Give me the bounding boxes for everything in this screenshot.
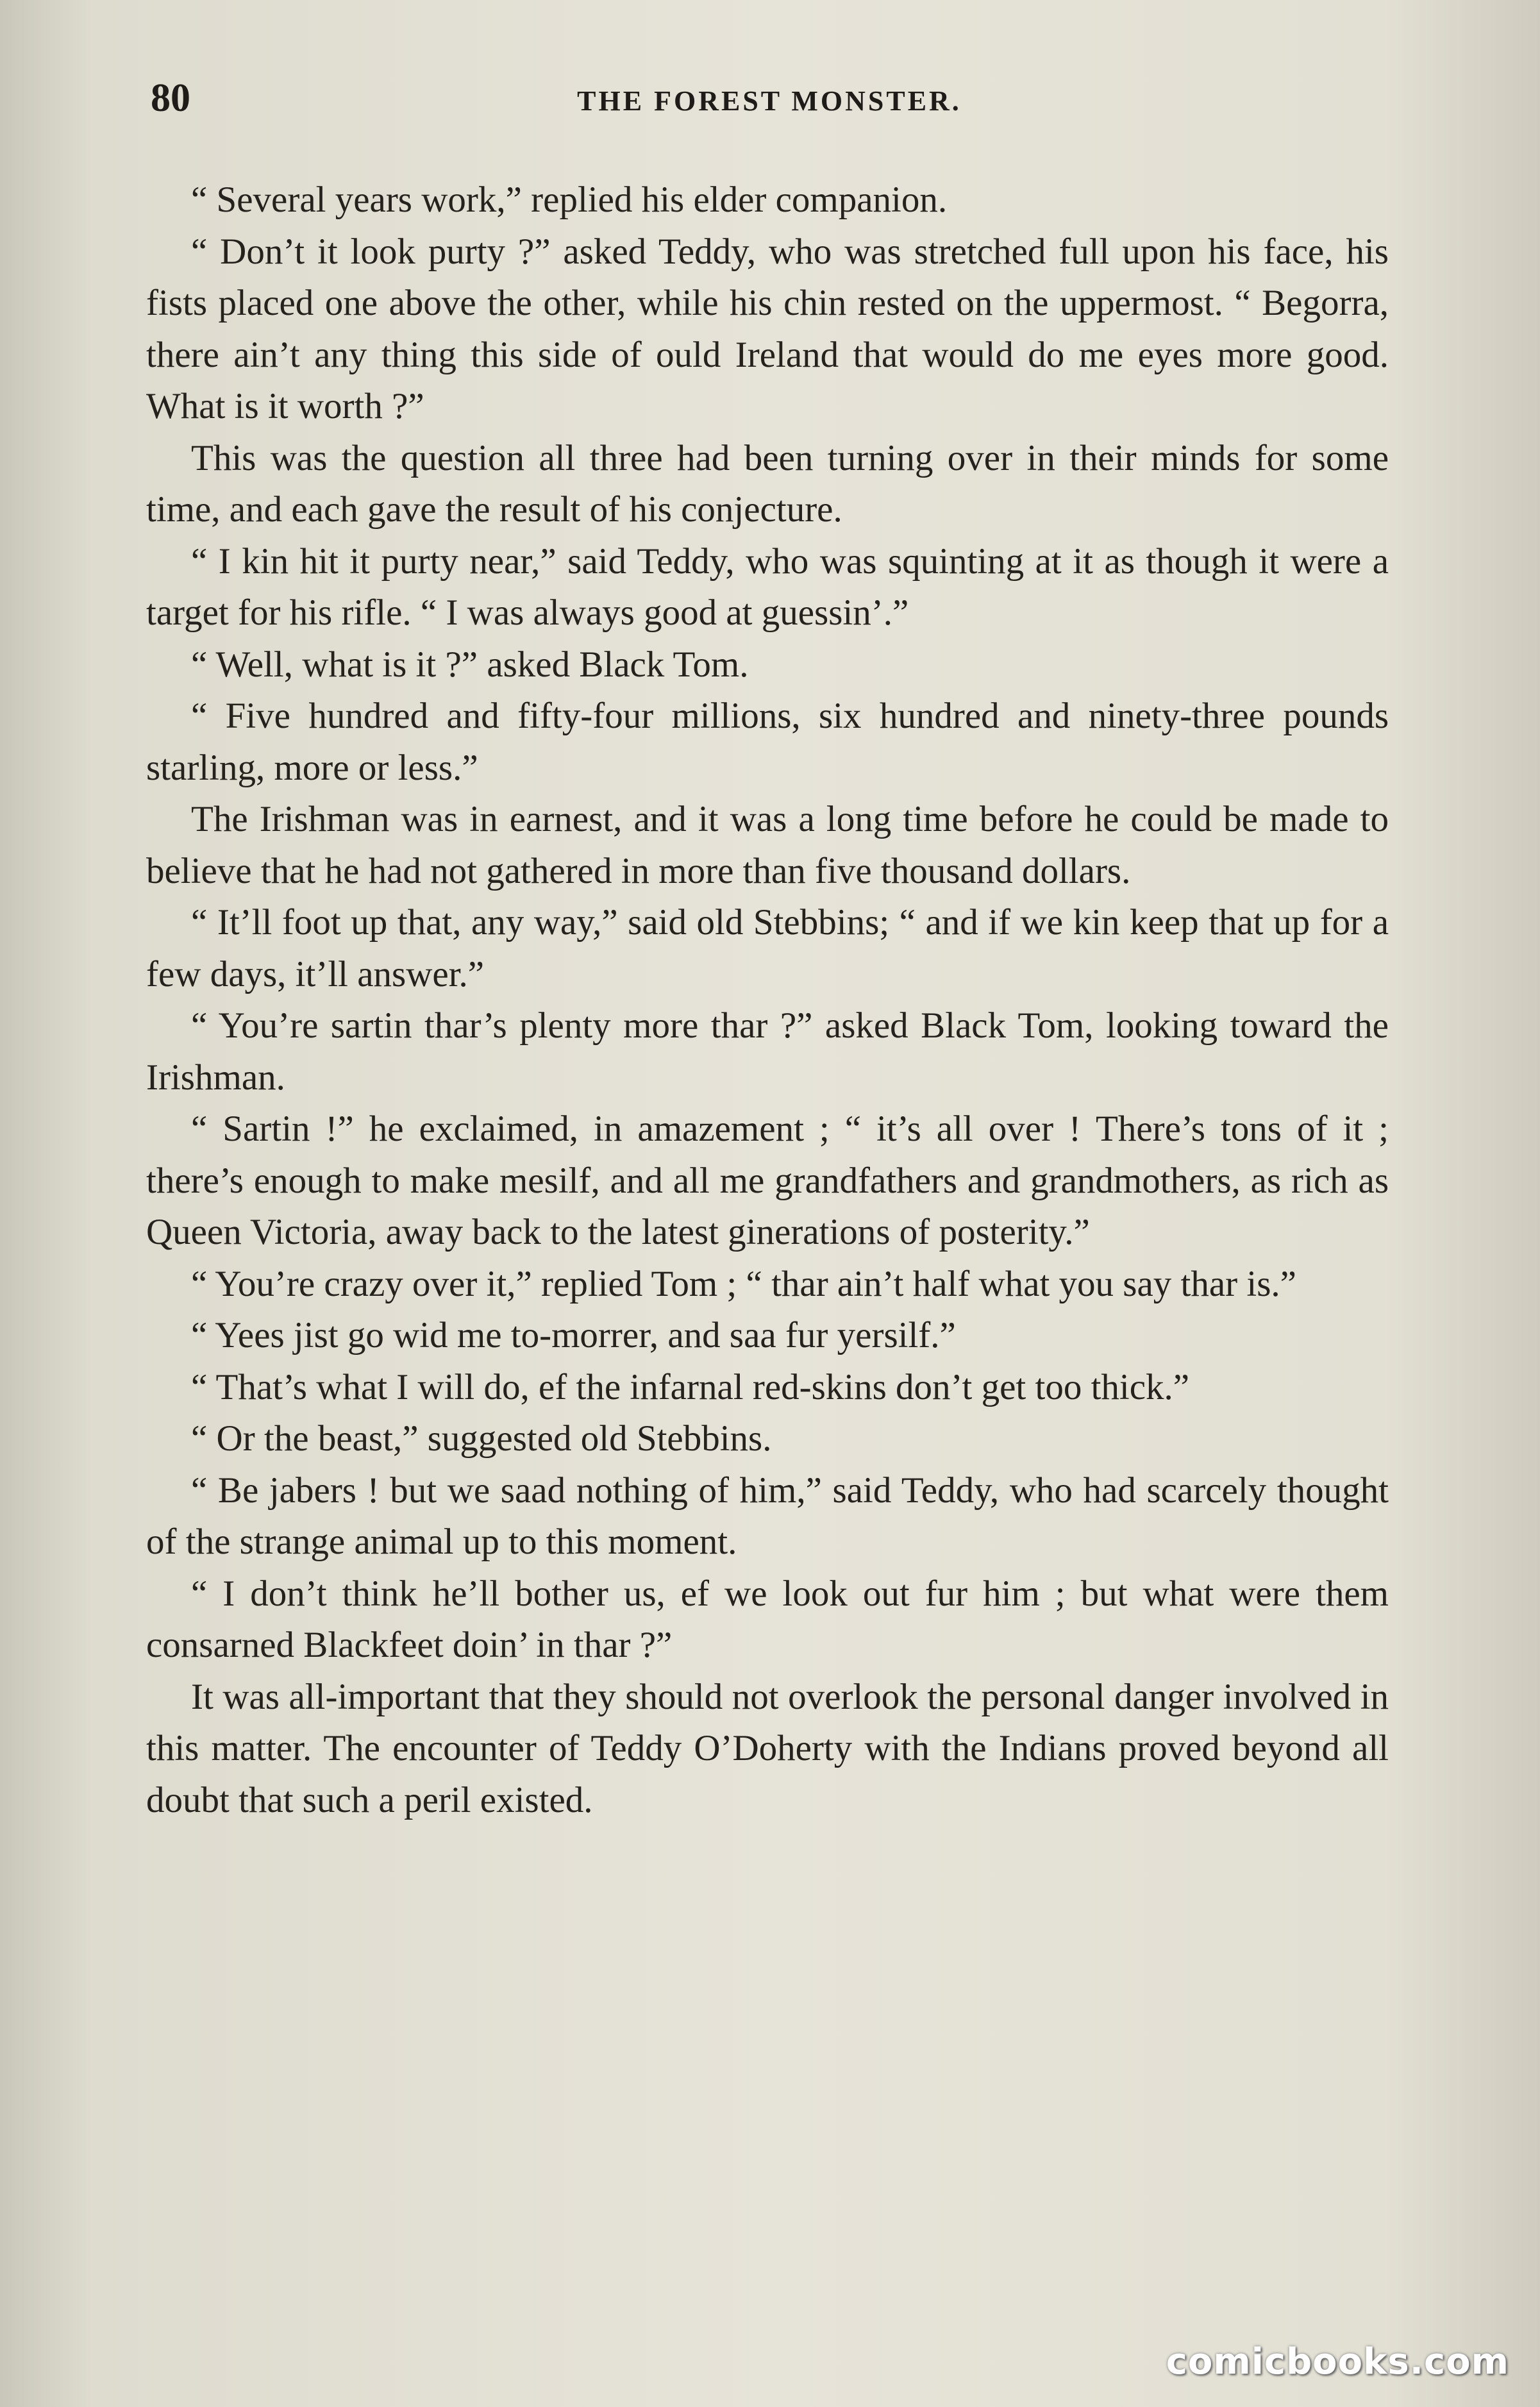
paragraph: “ I don’t think he’ll bother us, ef we look out fur him ; but what were them consarned Blackfeet doin’ in thar ?” [146,1573,1389,1665]
page-header [151,76,1388,133]
paragraph: “ Or the beast,” suggested old Stebbins. [191,1418,772,1459]
paragraph: “ You’re crazy over it,” replied Tom ; “ thar ain’t half what you say thar is.” [191,1263,1296,1304]
paragraph: “ Don’t it look purty ?” asked Teddy, who was stretched full upon his face, his fists placed one above the other, while his chin rested on the uppermost. “ Begorra, there ain’t any thing this side of ould Ireland that would do me eyes more good. What is it worth ?” [146,231,1389,426]
paragraph: “ Five hundred and fifty-four millions, six hundred and ninety-three pounds starling, more or less.” [146,696,1389,788]
running-head: THE FOREST MONSTER. [577,85,962,117]
paragraph: This was the question all three had been turning over in their minds for some time, and each gave the result of his conjecture. [146,437,1389,530]
paragraph: “ Be jabers ! but we saad nothing of him,” said Teddy, who had scarcely thought of the strange animal up to this moment. [146,1470,1389,1562]
paragraph: The Irishman was in earnest, and it was a long time before he could be made to believe that he had not gathered in more than five thousand dollars. [146,799,1389,891]
watermark: comicbooks.com [1166,2341,1509,2383]
paragraph: It was all-important that they should not overlook the personal danger involved in this matter. The encounter of Teddy O’Doherty with the Indians proved beyond all doubt that such a peril existed. [146,1676,1389,1820]
paragraph: “ You’re sartin thar’s plenty more thar ?” asked Black Tom, looking toward the Irishman. [146,1005,1389,1098]
paragraph: “ It’ll foot up that, any way,” said old Stebbins; “ and if we kin keep that up for a few days, it’ll answer.” [146,902,1389,994]
page-number: 80 [151,76,190,120]
paragraph: “ Yees jist go wid me to-morrer, and saa fur yersilf.” [191,1315,956,1355]
paragraph: “ Several years work,” replied his elder companion. [191,180,948,220]
paragraph: “ Sartin !” he exclaimed, in amazement ; “ it’s all over ! There’s tons of it ; there’s enough to make mesilf, and all me grandfathers and grandmothers, as rich as Queen Victoria, away back to the latest ginerations of posterity.” [146,1109,1389,1252]
paragraph: “ I kin hit it purty near,” said Teddy, who was squinting at it as though it were a target for his rifle. “ I was always good at guessin’.” [146,541,1389,633]
paragraph: “ Well, what is it ?” asked Black Tom. [191,644,749,685]
body-text [146,174,1389,1826]
paragraph: “ That’s what I will do, ef the infarnal red-skins don’t get too thick.” [191,1366,1190,1407]
